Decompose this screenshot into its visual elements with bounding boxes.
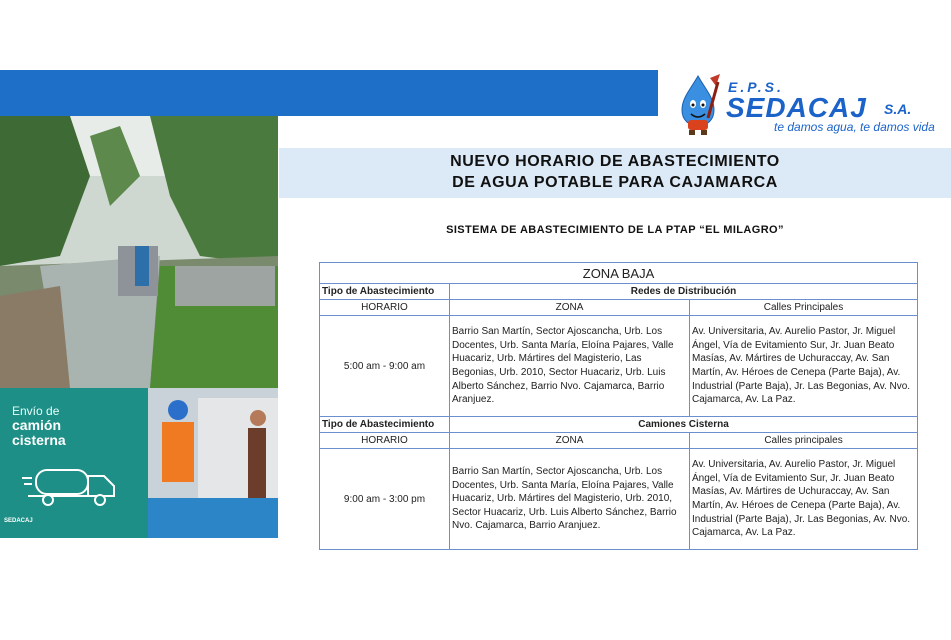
zone-title: ZONA BAJA (320, 263, 918, 284)
col-zona: ZONA (450, 300, 690, 316)
table-row (320, 316, 918, 417)
zona-value: Barrio San Martín, Sector Ajoscancha, Urb. Los Docentes, Urb. Santa María, Eloína Pajares, Valle Huacariz, Urb. Mártires del Magisterio, Las Begonias, Urb. 2010, Sector Huacariz, Urb. Luis Alberto Sánchez, Barrio Nvo. Cajamarca, Barrio Aranjuez. (450, 316, 690, 417)
calles-value: Av. Universitaria, Av. Aurelio Pastor, Jr. Miguel Ángel, Vía de Evitamiento Sur, Jr. Juan Beato Masías, Av. Mártires de Uchuraccay, Av. San Martín, Av. Héroes de Cenepa (Parte Baja), Av. Industrial (Parte Baja), Jr. Las Begonias, Av. Nvo. Cajamarca, Av. La Paz. (690, 316, 918, 417)
col-calles: Calles Principales (690, 300, 918, 316)
title-banner (279, 148, 951, 198)
title-line-1: NUEVO HORARIO DE ABASTECIMIENTO (450, 153, 780, 170)
river-photo (0, 116, 278, 388)
promo-footer: SEDACAJ (4, 518, 33, 524)
logo-suffix: S.A. (884, 101, 912, 117)
system-subtitle: SISTEMA DE ABASTECIMIENTO DE LA PTAP “EL MILAGRO” (446, 224, 784, 236)
title-line-2: DE AGUA POTABLE PARA CAJAMARCA (452, 174, 778, 191)
promo-line2: camión cisterna (12, 417, 66, 448)
table-row (320, 300, 918, 316)
promo-panel (0, 388, 148, 538)
type-value: Camiones Cisterna (450, 417, 918, 433)
promo-line1: Envío de (12, 404, 60, 418)
schedule-table (319, 262, 918, 550)
col-horario: HORARIO (320, 300, 450, 316)
table-row (320, 449, 918, 550)
table-row (320, 417, 918, 433)
col-horario: HORARIO (320, 433, 450, 449)
type-label: Tipo de Abastecimiento (320, 417, 450, 433)
horario-value: 9:00 am - 3:00 pm (320, 449, 450, 550)
horario-value: 5:00 am - 9:00 am (320, 316, 450, 417)
col-zona: ZONA (450, 433, 690, 449)
logo-eps: E.P.S. (728, 79, 784, 95)
type-label: Tipo de Abastecimiento (320, 284, 450, 300)
calles-value: Av. Universitaria, Av. Aurelio Pastor, Jr. Miguel Ángel, Vía de Evitamiento Sur, Jr. Juan Beato Masías, Av. Mártires de Uchuraccay, Av. San Martín, Av. Héroes de Cenepa (Parte Baja), Av. Industrial (Parte Baja), Jr. Las Begonias, Av. Nvo. Cajamarca, Av. La Paz. (690, 449, 918, 550)
truck-promo-image (0, 388, 278, 538)
table-row (320, 284, 918, 300)
tanker-truck-icon (22, 464, 118, 506)
water-drop-mascot-icon (676, 74, 720, 136)
col-calles: Calles principales (690, 433, 918, 449)
table-row (320, 433, 918, 449)
header-band (0, 70, 658, 116)
sedacaj-logo (662, 70, 951, 144)
zona-value: Barrio San Martín, Sector Ajoscancha, Urb. Los Docentes, Urb. Santa María, Eloína Pajares, Valle Huacariz, Urb. Mártires del Magisterio, Urb. 2010, Sector Huacariz, Urb. Luis Alberto Sánchez, Barrio Nvo. Cajamarca, Barrio Aranjuez. (450, 449, 690, 550)
workers-photo (148, 388, 278, 538)
type-value: Redes de Distribución (450, 284, 918, 300)
logo-brand: SEDACAJ (726, 92, 867, 123)
logo-slogan: te damos agua, te damos vida (774, 120, 935, 134)
